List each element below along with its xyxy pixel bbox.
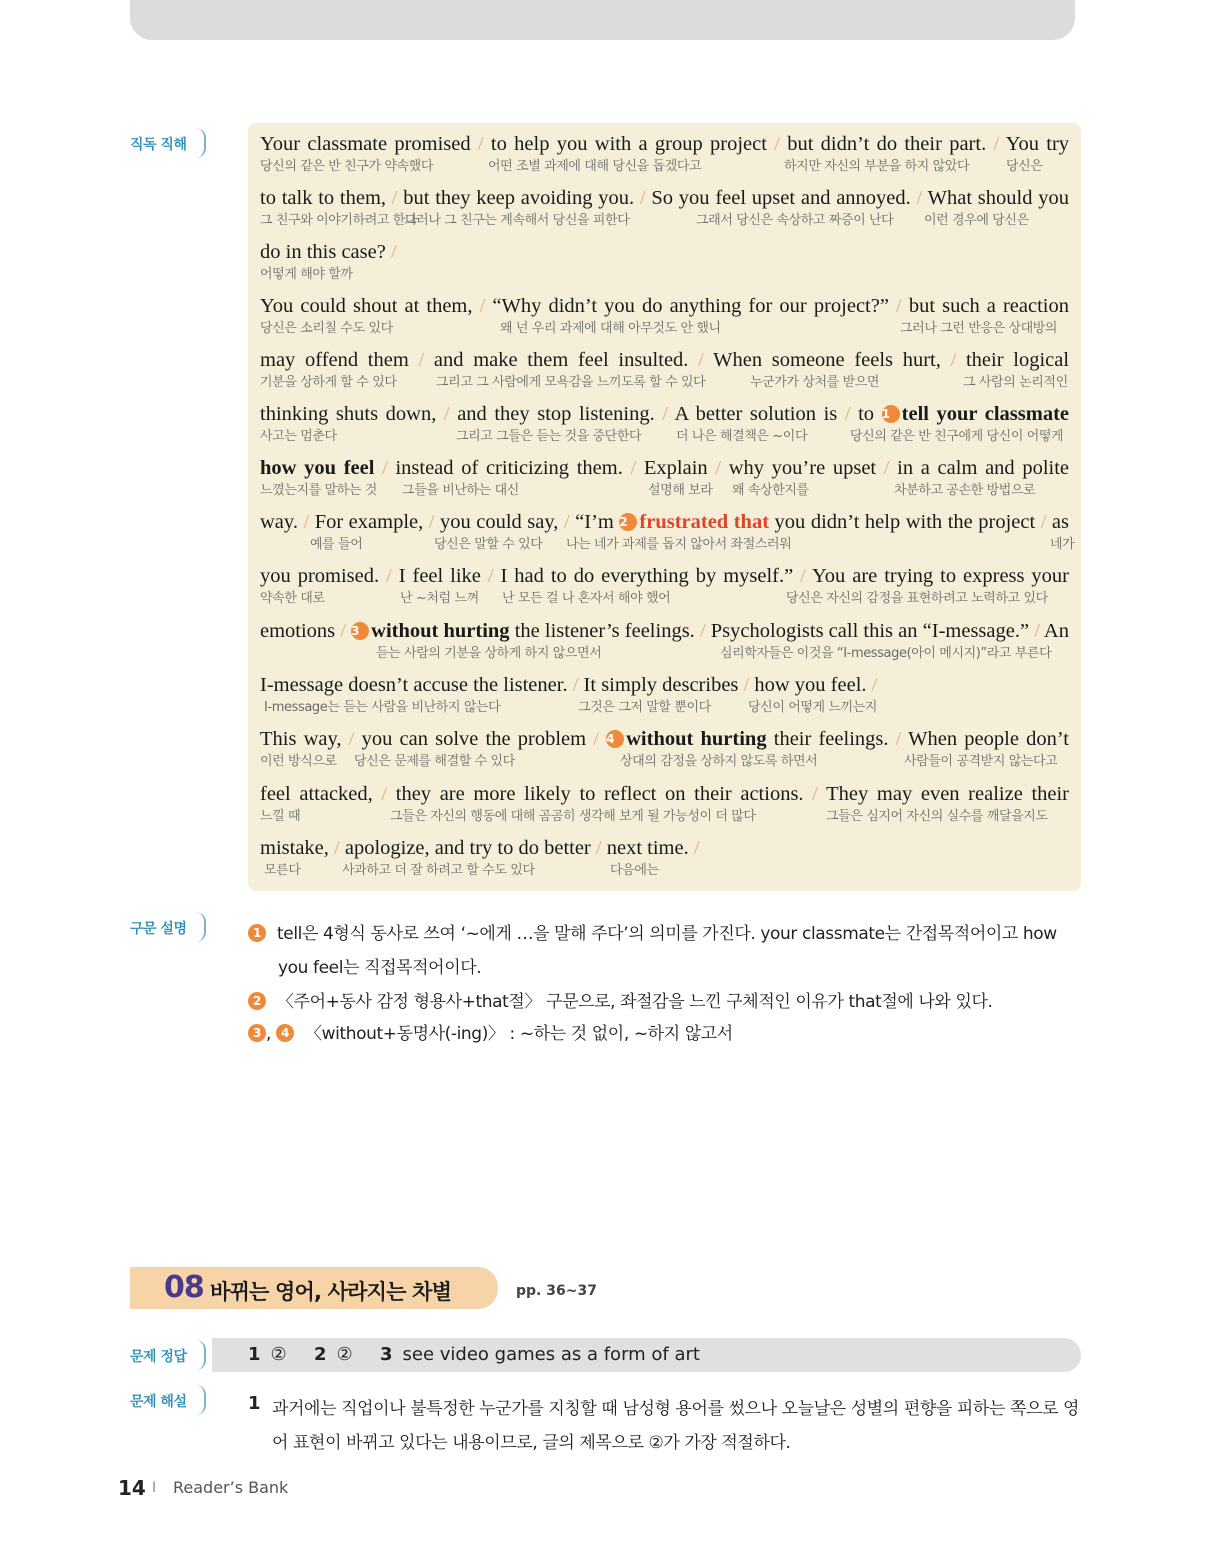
english-chunk: This way,	[260, 728, 342, 750]
korean-translation: 그러나 그 친구는 계속해서 당신을 피한다	[404, 213, 630, 228]
english-chunk: You are trying to express your	[812, 565, 1070, 587]
slash-divider: /	[622, 457, 644, 479]
english-chunk: What should you	[927, 187, 1069, 209]
slash-divider: /	[837, 403, 859, 425]
english-chunk: you promised.	[260, 565, 380, 587]
english-chunk: emotions	[260, 620, 336, 642]
korean-translation: 어떻게 해야 할까	[260, 267, 353, 282]
english-chunk: You could shout at them,	[260, 295, 473, 317]
korean-translation: 심리학자들은 이것을 “I-message(아이 메시지)”라고 부른다	[720, 646, 1052, 661]
english-chunk: and they stop listening.	[457, 403, 655, 425]
english-chunk: Your classmate promised	[260, 133, 471, 155]
english-line	[260, 725, 1069, 753]
passage-line	[260, 508, 1075, 560]
circled-number-badge: 4	[276, 1024, 294, 1042]
korean-translation: 당신은 소리칠 수도 있다	[260, 321, 393, 336]
english-chunk: in a calm and polite	[897, 457, 1070, 479]
english-chunk: I feel like	[398, 565, 481, 587]
passage-line	[260, 780, 1069, 832]
korean-translation: 더 나은 해결책은 ~이다	[676, 429, 808, 444]
korean-translation: 상대의 감정을 상하지 않도록 하면서	[620, 754, 818, 769]
english-chunk: way.	[260, 511, 298, 533]
circled-number-badge: 2	[619, 513, 637, 531]
slash-divider: /	[888, 728, 909, 750]
passage-line	[260, 562, 1069, 614]
circled-number-badge: 3	[248, 1024, 266, 1042]
english-chunk: but such a reaction	[908, 295, 1069, 317]
slash-divider: /	[707, 457, 729, 479]
passage-line	[260, 292, 1069, 344]
passage-line	[260, 400, 1069, 452]
korean-translation: 차분하고 공손한 방법으로	[894, 483, 1036, 498]
korean-translation: 어떤 조별 과제에 대해 당신을 돕겠다고	[488, 159, 702, 174]
english-chunk-highlight: frustrated that	[639, 511, 770, 533]
slash-divider: /	[738, 674, 755, 696]
korean-translation: 느낄 때	[260, 809, 301, 824]
english-chunk: mistake,	[260, 837, 329, 859]
slash-divider: /	[372, 783, 396, 805]
korean-translation: 느꼈는지를 말하는 것	[260, 483, 377, 498]
syntax-note: 3 , 4 〈without+동명사(-ing)〉 : ~하는 것 없이, ~하지 않고서	[248, 1022, 733, 1046]
korean-translation: 나는 네가 과제를 돕지 않아서 좌절스러워	[566, 537, 792, 552]
english-chunk: You try	[1005, 133, 1070, 155]
answer-3: 3 see video games as a form of art	[380, 1344, 700, 1365]
book-title: Reader’s Bank	[173, 1478, 289, 1497]
english-chunk: how you feel.	[754, 674, 867, 696]
english-chunk: I had to do everything by myself.”	[500, 565, 794, 587]
korean-translation: 당신은 말할 수 있다	[434, 537, 543, 552]
passage-line	[260, 671, 1069, 723]
slash-divider: /	[335, 620, 352, 642]
english-chunk: their logical	[965, 349, 1070, 371]
slash-divider: /	[654, 403, 675, 425]
korean-translation: 다음에는	[610, 863, 659, 878]
english-chunk-bold: without hurting	[626, 728, 767, 750]
passage-line	[260, 184, 1069, 236]
syntax-note	[248, 990, 993, 1014]
english-chunk: I-message doesn’t accuse the listener.	[260, 674, 568, 696]
english-chunk: next time.	[606, 837, 689, 859]
circled-number-badge: 2	[248, 992, 266, 1010]
korean-translation: 설명해 보라	[648, 483, 713, 498]
slash-divider: /	[385, 241, 397, 263]
unit-title: 바뀌는 영어, 사라지는 차별	[210, 1280, 452, 1304]
unit-pages: pp. 36~37	[516, 1283, 597, 1299]
korean-translation: 그 친구와 이야기하려고 한다	[260, 213, 418, 228]
english-chunk: When someone feels hurt,	[713, 349, 941, 371]
answer-2: 2 ②	[314, 1344, 353, 1365]
korean-translation: 그들을 비난하는 대신	[402, 483, 519, 498]
slash-divider: /	[694, 620, 711, 642]
english-chunk: thinking shuts down,	[260, 403, 437, 425]
slash-divider: /	[803, 783, 827, 805]
slash-divider: /	[793, 565, 813, 587]
korean-translation: 듣는 사람의 기분을 상하게 하지 않으면서	[376, 646, 602, 661]
slash-divider: /	[328, 837, 345, 859]
korean-translation: 사람들이 공격받지 않는다고	[904, 754, 1058, 769]
circled-number-badge: 3	[351, 622, 369, 640]
korean-translation: 기분을 상하게 할 수 있다	[260, 375, 397, 390]
slash-divider: /	[423, 511, 440, 533]
korean-translation: 그들은 자신의 행동에 대해 곰곰히 생각해 보게 될 가능성이 더 많다	[390, 809, 756, 824]
solution-line-1: 과거에는 직업이나 불특정한 누군가를 지칭할 때 남성형 용어를 썼으나 오늘날은 성별의 편향을 피하는 쪽으로 영	[272, 1399, 1080, 1419]
english-chunk: why you’re upset	[728, 457, 877, 479]
english-chunk: Explain	[643, 457, 708, 479]
english-chunk: So you feel upset and annoyed.	[651, 187, 911, 209]
english-chunk: you can solve the problem	[361, 728, 587, 750]
english-chunk: you could say,	[439, 511, 559, 533]
english-line	[260, 400, 1069, 428]
passage-line	[260, 238, 1069, 290]
english-chunk: to	[858, 403, 882, 425]
korean-translation: 그리고 그 사람에게 모욕감을 느끼도록 할 수 있다	[436, 375, 706, 390]
english-line	[260, 834, 1069, 862]
syntax-note-continuation: you feel는 직접목적어이다.	[278, 958, 482, 978]
slash-divider: /	[986, 133, 1006, 155]
tab-answers: 문제 정답	[130, 1340, 206, 1370]
english-chunk: you didn’t help with the project	[769, 511, 1036, 533]
slash-divider: /	[470, 133, 491, 155]
slash-divider: /	[480, 565, 501, 587]
english-chunk: as	[1051, 511, 1069, 533]
korean-translation: 그러나 그런 반응은 상대방의	[900, 321, 1058, 336]
english-chunk: They may even realize their	[826, 783, 1070, 805]
english-chunk: feel attacked,	[260, 783, 373, 805]
slash-divider: /	[766, 133, 788, 155]
english-chunk: For example,	[314, 511, 424, 533]
english-chunk: It simply describes	[583, 674, 739, 696]
english-line	[260, 184, 1069, 212]
korean-translation: 난 모든 걸 나 혼자서 해야 했어	[502, 591, 671, 606]
english-chunk: the listener’s feelings.	[509, 620, 695, 642]
korean-translation: 이런 경우에 당신은	[924, 213, 1029, 228]
slash-divider: /	[558, 511, 576, 533]
korean-translation: 당신의 같은 반 친구에게 당신이 어떻게	[850, 429, 1064, 444]
korean-translation: 왜 넌 우리 과제에 대해 아무것도 안 했니	[500, 321, 721, 336]
slash-divider: /	[688, 349, 714, 371]
slash-divider: /	[436, 403, 458, 425]
english-chunk: An	[1043, 620, 1069, 642]
korean-translation: 누군가가 상처를 받으면	[750, 375, 880, 390]
english-chunk: to talk to them,	[260, 187, 387, 209]
english-line	[260, 454, 1069, 482]
english-chunk: A better solution is	[674, 403, 838, 425]
circled-number-badge: 1	[882, 405, 900, 423]
slash-divider: /	[866, 674, 878, 696]
syntax-note-text: 〈주어+동사 감정 형용사+that절〉 구문으로, 좌절감을 느낀 구체적인 이유가 that절에 나와 있다.	[272, 992, 993, 1012]
english-chunk: they are more likely to reflect on their actions.	[395, 783, 804, 805]
tab-direct-reading: 직독 직해	[130, 128, 206, 158]
english-chunk: to help you with a group project	[490, 133, 767, 155]
slash-divider: /	[472, 295, 493, 317]
korean-translation: 그것은 그저 말할 뿐이다	[578, 700, 711, 715]
english-chunk: but didn’t do their part.	[787, 133, 987, 155]
korean-translation: 당신이 어떻게 느끼는지	[748, 700, 878, 715]
korean-translation: 약속한 대로	[260, 591, 325, 606]
korean-translation: 그들은 심지어 자신의 실수를 깨달을지도	[826, 809, 1048, 824]
english-chunk: When people don’t	[908, 728, 1069, 750]
english-line	[260, 292, 1069, 320]
korean-translation: 왜 속상한지를	[732, 483, 809, 498]
korean-translation: 사과하고 더 잘 하려고 할 수도 있다	[342, 863, 535, 878]
syntax-note-text: 〈without+동명사(-ing)〉 : ~하는 것 없이, ~하지 않고서	[300, 1024, 733, 1044]
korean-translation: 당신은	[1006, 159, 1043, 174]
english-line	[260, 780, 1069, 808]
passage-line	[260, 130, 1069, 182]
passage-line	[260, 834, 1069, 886]
english-chunk-bold: without hurting	[371, 620, 510, 642]
slash-divider: /	[634, 187, 652, 209]
slash-divider: /	[374, 457, 396, 479]
footer-separator: I	[152, 1480, 157, 1496]
slash-divider: /	[379, 565, 399, 587]
english-line	[260, 508, 1069, 536]
passage-line	[260, 454, 1069, 506]
solution-line-2: 어 표현이 바뀌고 있다는 내용이므로, 글의 제목으로 ②가 가장 적절하다.	[272, 1433, 791, 1453]
syntax-note	[248, 922, 1057, 946]
korean-translation: 그 사람의 논리적인	[963, 375, 1068, 390]
slash-divider: /	[940, 349, 966, 371]
english-line	[260, 130, 1069, 158]
english-chunk: but they keep avoiding you.	[403, 187, 635, 209]
korean-translation: 당신의 같은 반 친구가 약속했다	[260, 159, 433, 174]
slash-divider: /	[1029, 620, 1044, 642]
english-chunk: “I’m	[575, 511, 620, 533]
english-chunk: do in this case?	[260, 241, 386, 263]
korean-translation: 당신은 자신의 감정을 표현하려고 노력하고 있다	[786, 591, 1048, 606]
slash-divider: /	[297, 511, 315, 533]
english-chunk: Psychologists call this an “I-message.”	[710, 620, 1030, 642]
passage-line	[260, 346, 1069, 398]
slash-divider: /	[888, 295, 909, 317]
slash-divider: /	[910, 187, 928, 209]
korean-translation: 사고는 멈춘다	[260, 429, 337, 444]
english-chunk: instead of criticizing them.	[395, 457, 623, 479]
korean-translation: 예를 들어	[310, 537, 363, 552]
korean-translation: 그래서 당신은 속상하고 짜증이 난다	[696, 213, 894, 228]
tab-syntax: 구문 설명	[130, 912, 206, 942]
english-line	[260, 617, 1069, 645]
tab-solutions: 문제 해설	[130, 1385, 206, 1415]
korean-translation: 모른다	[264, 863, 301, 878]
slash-divider: /	[567, 674, 584, 696]
korean-translation: I-message는 듣는 사람을 비난하지 않는다	[264, 700, 501, 715]
english-chunk: “Why didn’t you do anything for our project?”	[492, 295, 889, 317]
english-line	[260, 238, 1069, 266]
korean-translation: 네가	[1050, 537, 1075, 552]
slash-divider: /	[590, 837, 607, 859]
slash-divider: /	[1035, 511, 1052, 533]
english-chunk: apologize, and try to do better	[344, 837, 591, 859]
english-line	[260, 562, 1069, 590]
slash-divider: /	[688, 837, 700, 859]
korean-translation: 그리고 그들은 듣는 것을 중단한다	[456, 429, 642, 444]
slash-divider: /	[876, 457, 898, 479]
circled-number-badge: 1	[248, 924, 266, 942]
korean-translation: 이런 방식으로	[260, 754, 337, 769]
korean-translation: 하지만 자신의 부분을 하지 않았다	[784, 159, 970, 174]
english-line	[260, 346, 1069, 374]
slash-divider: /	[408, 349, 434, 371]
passage-line	[260, 617, 1069, 669]
english-chunk-bold: tell your classmate	[901, 403, 1069, 425]
korean-translation: 난 ~처럼 느껴	[400, 591, 479, 606]
answer-1: 1 ②	[248, 1344, 287, 1365]
syntax-note-text: tell은 4형식 동사로 쓰여 ‘~에게 …을 말해 주다’의 의미를 가진다. your classmate는 간접목적어이고 how	[272, 924, 1057, 944]
english-chunk-bold: how you feel	[260, 457, 375, 479]
english-line	[260, 671, 1069, 699]
slash-divider: /	[386, 187, 404, 209]
page-number: 14	[118, 1476, 146, 1500]
circled-number-badge: 4	[606, 730, 624, 748]
slash-divider: /	[586, 728, 607, 750]
slash-divider: /	[341, 728, 362, 750]
unit-number: 08	[164, 1270, 204, 1305]
solution-number: 1	[248, 1393, 261, 1414]
english-chunk: and make them feel insulted.	[433, 349, 689, 371]
top-header-bar	[130, 0, 1075, 40]
english-chunk: their feelings.	[766, 728, 889, 750]
korean-translation: 당신은 문제를 해결할 수 있다	[354, 754, 515, 769]
passage-line	[260, 725, 1069, 777]
english-chunk: may offend them	[260, 349, 409, 371]
